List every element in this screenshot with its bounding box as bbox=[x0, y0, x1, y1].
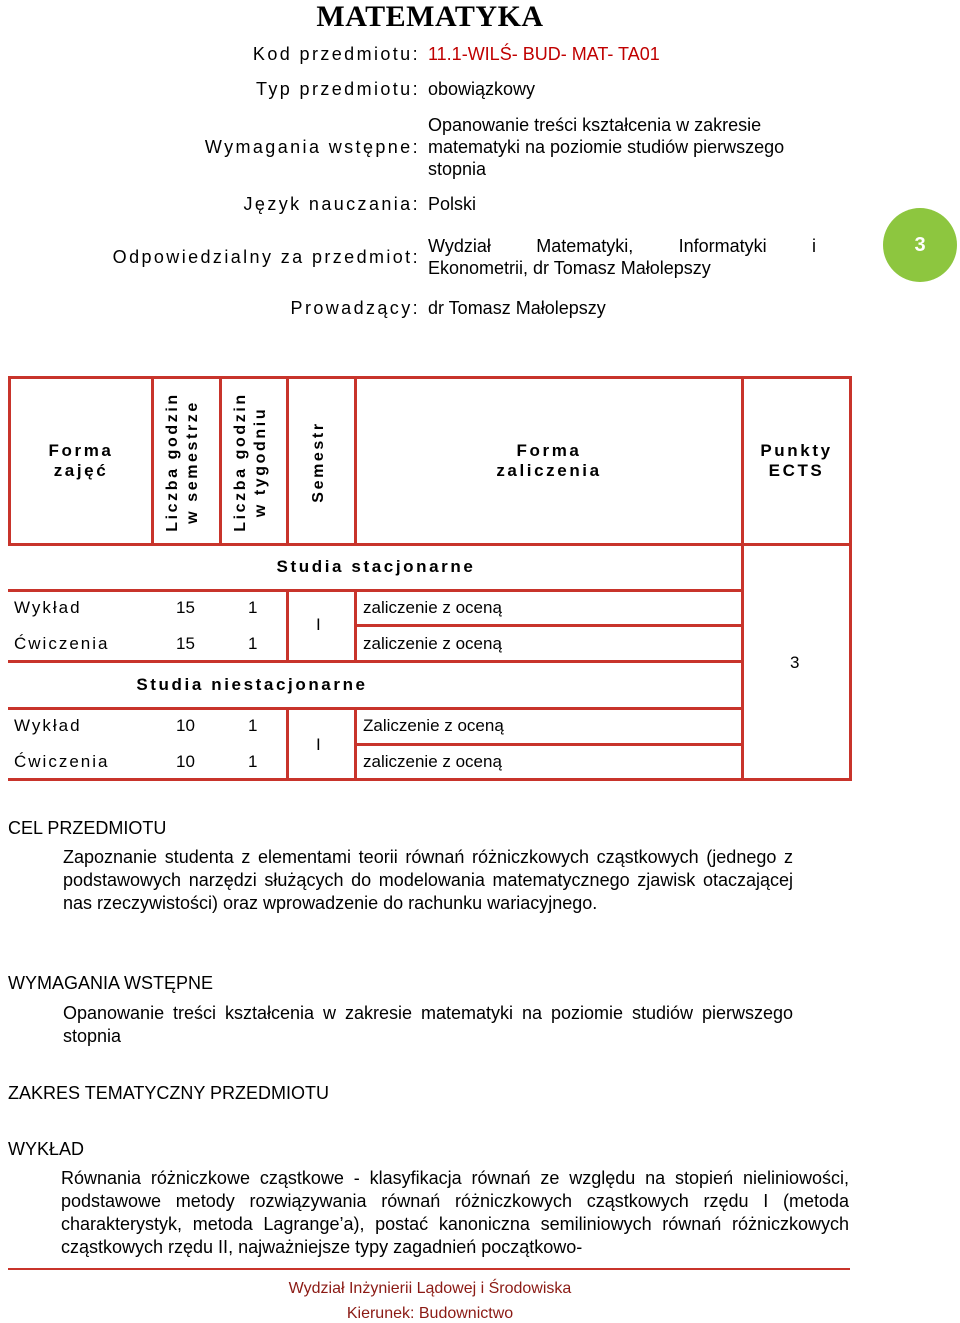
row-form: Wykład bbox=[14, 598, 82, 617]
header-hours-semester bbox=[163, 382, 207, 542]
header-semester bbox=[309, 382, 333, 542]
language-label: Język nauczania: bbox=[243, 194, 420, 214]
header-form bbox=[11, 441, 151, 481]
header-text: Semestr bbox=[310, 421, 327, 503]
row-hours-week: 1 bbox=[248, 634, 258, 653]
row-hours-week: 1 bbox=[248, 598, 258, 617]
header-text: ECTS bbox=[768, 461, 825, 480]
page-title: MATEMATYKA bbox=[316, 0, 544, 33]
header-text: w semestrze bbox=[184, 400, 201, 524]
table-border bbox=[286, 707, 289, 781]
goal-text: Zapoznanie studenta z elementami teorii równań różniczkowych cząstkowych (jednego z podstawowych narzędzi służących do modelowania matematycznego zjawisk otaczającej nas rzeczywistości) oraz wprowadzenie do rachunku wariacyjnego. bbox=[63, 847, 793, 913]
table-border bbox=[741, 376, 744, 781]
row-form: Ćwiczenia bbox=[14, 752, 110, 771]
header-text: Forma bbox=[48, 441, 114, 460]
table-border bbox=[8, 589, 744, 592]
table-border bbox=[8, 660, 744, 663]
responsible-word: Wydział bbox=[428, 236, 491, 256]
requirements-line: Opanowanie treści kształcenia w zakresie bbox=[428, 115, 762, 135]
responsible-line bbox=[428, 235, 816, 257]
type-value: obowiązkowy bbox=[428, 79, 536, 99]
responsible-word: Matematyki, bbox=[536, 236, 634, 256]
requirements-line: stopnia bbox=[428, 159, 487, 179]
scope-heading: ZAKRES TEMATYCZNY PRZEDMIOTU bbox=[8, 1083, 330, 1103]
header-text: Punkty bbox=[760, 441, 833, 460]
row-assessment: zaliczenie z oceną bbox=[363, 598, 502, 617]
semester-value: I bbox=[316, 735, 321, 754]
table-border bbox=[8, 376, 852, 379]
responsible-value bbox=[428, 235, 816, 279]
requirements-line: matematyki na poziomie studiów pierwszego bbox=[428, 137, 785, 157]
header-assessment bbox=[357, 441, 741, 481]
table-border bbox=[8, 707, 744, 710]
row-hours-semester: 15 bbox=[176, 634, 195, 653]
header-hours-week bbox=[231, 382, 275, 542]
header-text: Liczba godzin bbox=[164, 392, 181, 532]
semester-value: I bbox=[316, 615, 321, 634]
row-assessment: zaliczenie z oceną bbox=[363, 634, 502, 653]
header-text: zaliczenia bbox=[496, 461, 602, 480]
ects-value: 3 bbox=[790, 653, 800, 672]
code-value: 11.1-WILŚ- BUD- MAT- TA01 bbox=[428, 44, 660, 64]
responsible-word: i bbox=[812, 236, 816, 256]
responsible-line: Ekonometrii, dr Tomasz Małolepszy bbox=[428, 258, 711, 278]
row-hours-semester: 10 bbox=[176, 752, 195, 771]
responsible-label: Odpowiedzialny za przedmiot: bbox=[112, 247, 420, 267]
lecture-text: Równania różniczkowe cząstkowe - klasyfikacja równań ze względu na stopień nieliniowości, podstawowe metody rozwiązywania równań różniczkowych cząstkowych rzędu I (metoda charakterystyk, metoda Lagrange’a), postać kanoniczna semiliniowych równań różniczkowych cząstkowych rzędu II, najważniejsze typy zagadnień początkowo- bbox=[61, 1168, 849, 1257]
table-border bbox=[219, 376, 222, 545]
lecturer-label: Prowadzący: bbox=[290, 298, 420, 318]
header-text: Liczba godzin bbox=[232, 392, 249, 532]
lecture-heading: WYKŁAD bbox=[8, 1139, 85, 1159]
row-assessment: zaliczenie z oceną bbox=[363, 752, 502, 771]
requirements-text: Opanowanie treści kształcenia w zakresie matematyki na poziomie studiów pierwszego stopnia bbox=[63, 1003, 793, 1046]
row-hours-semester: 15 bbox=[176, 598, 195, 617]
type-label: Typ przedmiotu: bbox=[255, 79, 420, 99]
row-hours-week: 1 bbox=[248, 752, 258, 771]
lecturer-value: dr Tomasz Małolepszy bbox=[428, 298, 606, 318]
header-ects bbox=[744, 441, 849, 481]
footer-divider bbox=[8, 1268, 850, 1270]
row-form: Wykład bbox=[14, 716, 82, 735]
table-border bbox=[356, 624, 744, 627]
row-form: Ćwiczenia bbox=[14, 634, 110, 653]
footer-field: Kierunek: Budownictwo bbox=[346, 1305, 514, 1322]
row-hours-week: 1 bbox=[248, 716, 258, 735]
code-label: Kod przedmiotu: bbox=[252, 44, 420, 64]
table-border bbox=[8, 778, 852, 781]
table-border bbox=[151, 376, 154, 545]
table-border bbox=[356, 743, 744, 746]
row-hours-semester: 10 bbox=[176, 716, 195, 735]
table-border bbox=[354, 707, 357, 781]
row-assessment: Zaliczenie z oceną bbox=[363, 716, 504, 735]
table-border bbox=[354, 589, 357, 663]
section-extramural: Studia niestacjonarne bbox=[136, 675, 368, 694]
section-stationary: Studia stacjonarne bbox=[276, 557, 476, 576]
ects-badge: 3 bbox=[883, 208, 957, 282]
requirements-label: Wymagania wstępne: bbox=[204, 137, 420, 157]
goal-heading: CEL PRZEDMIOTU bbox=[8, 818, 167, 838]
responsible-word: Informatyki bbox=[678, 236, 767, 256]
requirements-value bbox=[428, 114, 848, 180]
requirements-heading: WYMAGANIA WSTĘPNE bbox=[8, 973, 214, 993]
header-text: w tygodniu bbox=[252, 406, 269, 518]
table-border bbox=[8, 543, 852, 546]
header-text: zajęć bbox=[53, 461, 109, 480]
header-text: Forma bbox=[516, 441, 582, 460]
table-border bbox=[286, 589, 289, 663]
table-border bbox=[286, 376, 289, 545]
table-border bbox=[849, 376, 852, 781]
language-value: Polski bbox=[428, 194, 477, 214]
footer-faculty: Wydział Inżynierii Lądowej i Środowiska bbox=[288, 1280, 572, 1297]
